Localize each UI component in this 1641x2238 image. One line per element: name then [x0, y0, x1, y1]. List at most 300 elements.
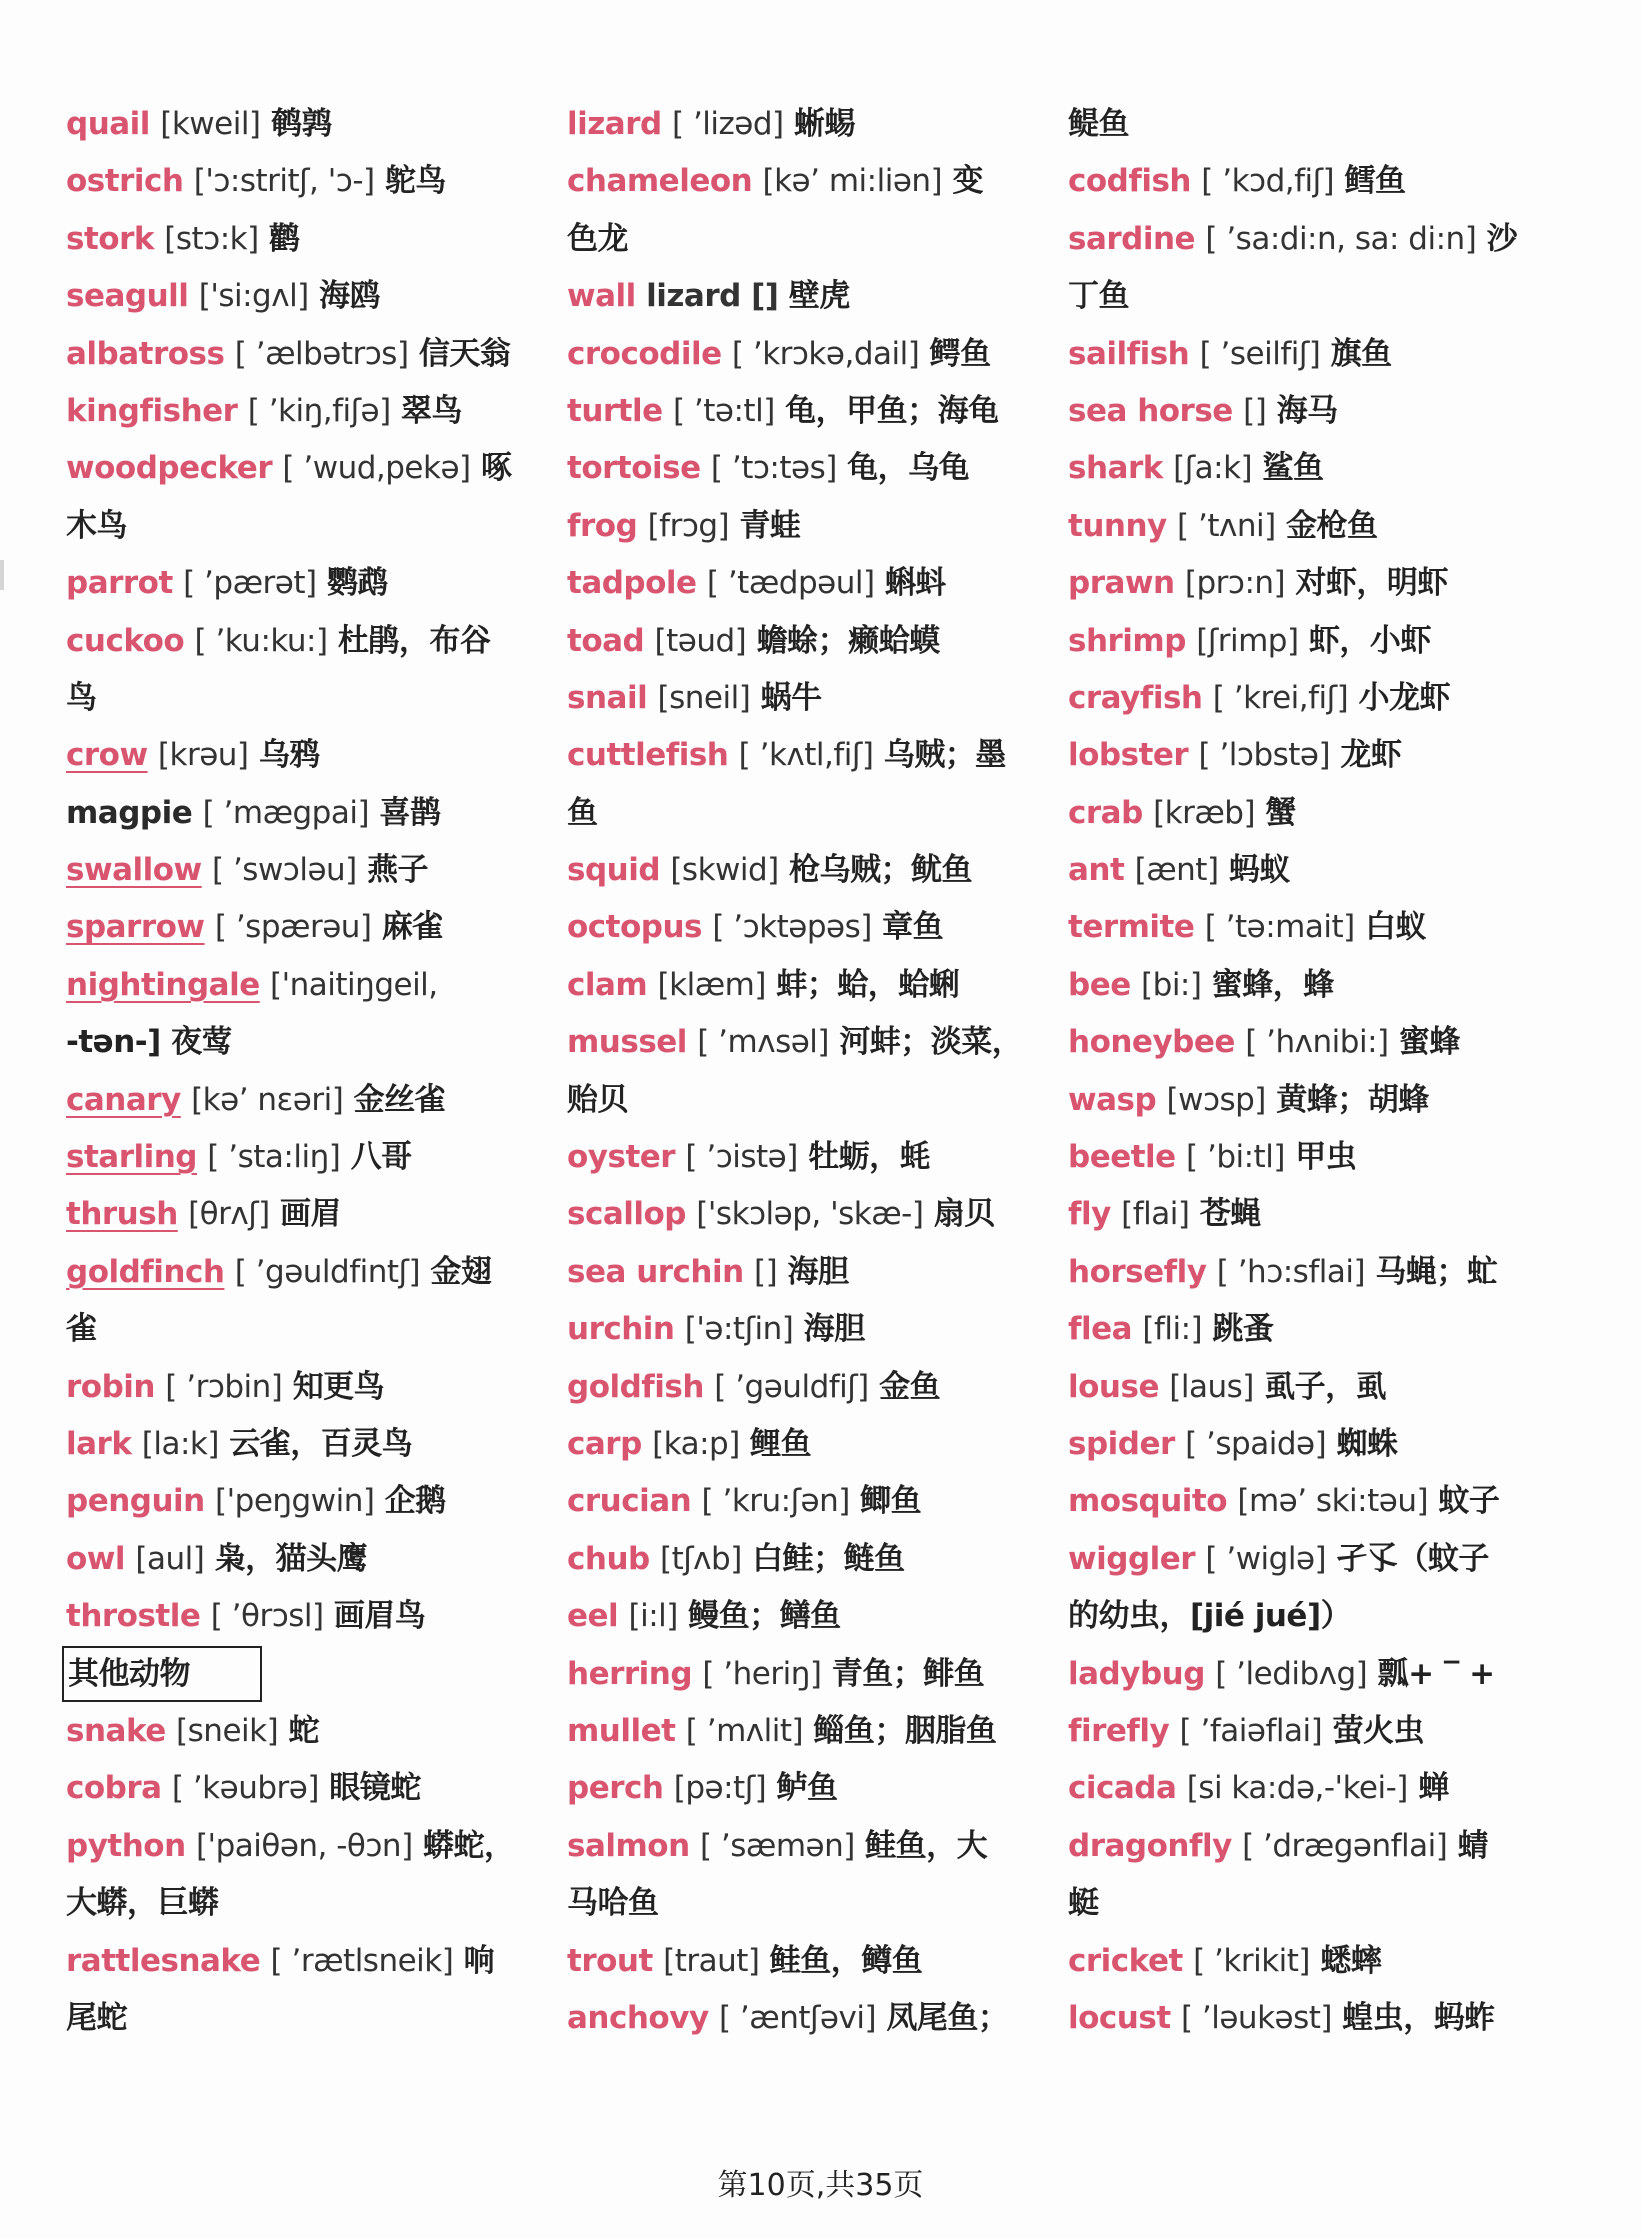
chinese-translation: 龟，甲鱼；海龟 — [785, 392, 999, 429]
english-word: magpie — [66, 794, 193, 831]
english-word: tunny — [1068, 507, 1167, 544]
phonetic: [ ’rɔbin] — [165, 1368, 283, 1405]
phonetic: [kə’ mi:liən] — [762, 163, 943, 200]
phonetic: ['naitiŋgeil, — [270, 966, 438, 1003]
translation-continued: 大蟒，巨蟒 — [66, 1885, 219, 1922]
phonetic: ['peŋgwin] — [215, 1483, 375, 1520]
english-word: salmon — [567, 1827, 690, 1864]
chinese-translation: 金翅 — [430, 1253, 492, 1290]
phonetic: [kə’ nεəri] — [191, 1081, 344, 1118]
vocab-entry — [567, 498, 1047, 555]
phonetic: [kræb] — [1153, 794, 1256, 831]
chinese-translation: 乌鸦 — [258, 737, 320, 774]
chinese-translation: 金丝雀 — [353, 1081, 446, 1118]
chinese-translation: 孑孓（蚊子 — [1336, 1540, 1489, 1577]
vocab-entry — [66, 1531, 546, 1588]
vocab-entry — [66, 1588, 546, 1645]
english-word: penguin — [66, 1483, 205, 1520]
phonetic: [ ’wiglə] — [1205, 1540, 1327, 1577]
english-word: ladybug — [1068, 1655, 1205, 1692]
vocab-entry — [567, 1760, 1047, 1817]
english-word: horsefly — [1068, 1253, 1207, 1290]
phonetic: [θrʌʃ] — [188, 1196, 270, 1233]
english-word: robin — [66, 1368, 155, 1405]
english-word: octopus — [567, 909, 703, 946]
english-word: cricket — [1068, 1942, 1183, 1979]
phonetic: [laus] — [1169, 1368, 1254, 1405]
english-word: snail — [567, 679, 648, 716]
phonetic: [ ’drægənflai] — [1242, 1827, 1448, 1864]
chinese-translation: 虱子，虱 — [1264, 1368, 1387, 1405]
vocab-entry — [567, 555, 1047, 612]
phonetic: [ ’tə:tl] — [672, 392, 775, 429]
phonetic: [ ’kru:ʃən] — [701, 1483, 850, 1520]
vocab-entry — [1068, 1531, 1548, 1588]
vocab-entry — [1068, 1072, 1548, 1129]
phonetic: [təud] — [654, 622, 747, 659]
english-word: crow — [66, 737, 148, 774]
column-1 — [66, 96, 546, 2047]
chinese-translation: 海马 — [1276, 392, 1338, 429]
phonetic: [ ’mʌlit] — [685, 1712, 804, 1749]
phonetic: [ ’seilfiʃ] — [1199, 335, 1321, 372]
chinese-translation: 小龙虾 — [1358, 679, 1450, 716]
phonetic: ['ə:tʃin] — [684, 1311, 794, 1348]
english-word: crayfish — [1068, 679, 1203, 716]
vocab-entry — [1068, 440, 1548, 497]
chinese-translation: 壁虎 — [788, 278, 850, 315]
chinese-translation: 鹌鹑 — [270, 106, 332, 142]
phonetic: [] — [1243, 392, 1267, 429]
chinese-translation: 蜘蛛 — [1336, 1425, 1398, 1462]
english-word: toad — [567, 622, 645, 659]
english-word: tadpole — [567, 565, 697, 602]
chinese-translation: 蟹 — [1265, 794, 1296, 831]
chinese-translation: 旗鱼 — [1330, 335, 1392, 372]
english-word: goldfinch — [66, 1253, 225, 1290]
vocab-entry — [567, 1244, 1047, 1301]
vocab-entry — [66, 727, 546, 784]
english-word: prawn — [1068, 565, 1175, 602]
column-2 — [567, 96, 1047, 2047]
english-word: cicada — [1068, 1770, 1177, 1807]
entry-continuation — [1068, 268, 1548, 325]
phonetic: [pə:tʃ] — [673, 1770, 767, 1807]
phonetic: [ ’tʌni] — [1177, 507, 1276, 544]
chinese-translation: 知更鸟 — [292, 1368, 385, 1405]
vocab-entry — [1068, 842, 1548, 899]
chinese-translation: 蟋蟀 — [1320, 1942, 1382, 1979]
chinese-translation: 蝌蚪 — [884, 565, 946, 602]
entry-continuation — [66, 1990, 546, 2047]
phonetic: [] — [753, 1253, 778, 1290]
phonetic: [ ’mʌsəl] — [697, 1024, 830, 1061]
chinese-translation: 虾，小虾 — [1308, 622, 1431, 659]
vocab-entry — [567, 1473, 1047, 1530]
translation-continued: 贻贝 — [567, 1081, 628, 1118]
chinese-translation: 画眉 — [280, 1196, 342, 1233]
chinese-translation: 海胆 — [787, 1253, 849, 1290]
chinese-translation: 变 — [952, 163, 983, 200]
english-word: crocodile — [567, 335, 722, 372]
chinese-translation: 蜜蜂，蜂 — [1211, 966, 1334, 1003]
vocab-entry — [567, 383, 1047, 440]
english-word: eel — [567, 1598, 619, 1635]
english-word: bee — [1068, 966, 1131, 1003]
chinese-translation: 画眉鸟 — [333, 1598, 426, 1635]
vocab-entry — [66, 1186, 546, 1243]
vocab-entry — [66, 785, 546, 842]
english-word: spider — [1068, 1425, 1175, 1462]
entry-continuation — [567, 1072, 1047, 1129]
entry-continuation — [567, 1875, 1047, 1932]
english-word: squid — [567, 852, 661, 889]
english-word: wiggler — [1068, 1540, 1196, 1577]
chinese-translation: 鲑鱼，鳟鱼 — [769, 1942, 923, 1979]
english-word: stork — [66, 220, 154, 257]
chinese-translation: 蜗牛 — [760, 679, 822, 716]
english-word: kingfisher — [66, 392, 238, 429]
entry-continuation — [66, 1301, 546, 1358]
translation-continued: 蜓 — [1068, 1885, 1099, 1922]
english-word: flea — [1068, 1311, 1133, 1348]
vocab-entry — [66, 1703, 546, 1760]
vocab-entry — [1068, 1244, 1548, 1301]
english-word: cuckoo — [66, 622, 185, 659]
chinese-translation: 海鸥 — [319, 278, 381, 315]
phonetic: [flai] — [1121, 1196, 1190, 1233]
english-word: seagull — [66, 278, 189, 315]
vocab-entry — [66, 613, 546, 670]
phonetic: [ ’kiŋ,fiʃə] — [247, 392, 391, 429]
chinese-translation: 萤火虫 — [1332, 1712, 1424, 1749]
phonetic: [sneil] — [657, 679, 751, 716]
chinese-translation: 蜜蜂 — [1398, 1024, 1460, 1061]
english-word: canary — [66, 1081, 181, 1118]
vocab-entry — [1068, 1014, 1548, 1071]
chinese-translation: 乌贼；墨 — [883, 737, 1006, 774]
english-word: locust — [1068, 1999, 1171, 2036]
chinese-translation: 青蛙 — [739, 507, 801, 544]
english-word: ostrich — [66, 163, 184, 200]
english-word: nightingale — [66, 966, 260, 1003]
phonetic: [bi:] — [1141, 966, 1202, 1003]
chinese-translation: 鳄鱼 — [929, 335, 991, 372]
section-heading — [66, 1646, 546, 1703]
chinese-translation: 龟，乌龟 — [847, 450, 970, 487]
english-word: chub — [567, 1540, 650, 1577]
vocab-entry — [567, 1818, 1047, 1875]
english-word: goldfish — [567, 1368, 704, 1405]
phonetic: [i:l] — [628, 1598, 678, 1635]
vocab-entry — [66, 1818, 546, 1875]
vocab-entry — [1068, 383, 1548, 440]
phonetic: [aul] — [135, 1540, 205, 1577]
vocab-entry — [66, 268, 546, 325]
vocab-entry — [567, 1646, 1047, 1703]
english-word: fly — [1068, 1196, 1111, 1233]
phonetic: [ ’wud,pekə] — [282, 450, 471, 487]
vocab-entry — [1068, 1301, 1548, 1358]
english-word: urchin — [567, 1311, 675, 1348]
chinese-translation: 瓢+ ‾ + — [1377, 1655, 1495, 1692]
chinese-translation: 响 — [463, 1942, 495, 1979]
english-word: throstle — [66, 1598, 201, 1635]
phonetic: [ʃa:k] — [1173, 450, 1253, 487]
phonetic: [ ’krei,fiʃ] — [1212, 679, 1349, 716]
english-word: mosquito — [1068, 1483, 1228, 1520]
vocab-entry — [66, 842, 546, 899]
entry-continuation — [66, 1875, 546, 1932]
english-word: anchovy — [567, 1999, 709, 2036]
vocab-entry — [567, 1990, 1047, 2047]
vocab-entry — [567, 1301, 1047, 1358]
phonetic: [stɔ:k] — [164, 220, 259, 257]
vocab-entry — [66, 1129, 546, 1186]
phonetic: [ ’tɔ:təs] — [710, 450, 837, 487]
phonetic: [ ’lizəd] — [672, 106, 784, 142]
vocab-entry — [66, 1760, 546, 1817]
phonetic: [ ’sta:liŋ] — [207, 1139, 341, 1176]
section-title: 其他动物 — [62, 1646, 262, 1702]
english-word: wall — [567, 278, 636, 315]
phonetic: [prɔ:n] — [1184, 565, 1286, 602]
phonetic: [ʃrimp] — [1196, 622, 1299, 659]
phonetic: [ ’tædpəul] — [706, 565, 875, 602]
phonetic: [ ’kəubrə] — [171, 1770, 319, 1807]
chinese-translation: 蚌；蛤，蛤蜊 — [776, 966, 960, 1003]
translation-continued: 的幼虫，[jié jué]） — [1068, 1598, 1352, 1635]
chinese-translation: 金鱼 — [879, 1368, 941, 1405]
english-word: louse — [1068, 1368, 1159, 1405]
phonetic: [ ’spaidə] — [1185, 1425, 1327, 1462]
column-3 — [1068, 96, 1548, 2047]
english-word: perch — [567, 1770, 664, 1807]
chinese-translation: 牡蛎，蚝 — [808, 1139, 931, 1176]
vocab-entry — [567, 1588, 1047, 1645]
vocab-entry — [66, 899, 546, 956]
english-word: turtle — [567, 392, 663, 429]
chinese-translation: 白蚁 — [1365, 909, 1427, 946]
phonetic: [skwid] — [670, 852, 779, 889]
vocab-entry — [1068, 727, 1548, 784]
chinese-translation: 蜥蜴 — [793, 106, 855, 142]
vocab-entry — [66, 957, 546, 1014]
phonetic: [kweil] — [160, 106, 261, 142]
vocab-entry — [1068, 1129, 1548, 1186]
chinese-translation: 海胆 — [803, 1311, 865, 1348]
phonetic: [ ’kɔd,fiʃ] — [1201, 163, 1335, 200]
translation-continued: 鳀鱼 — [1068, 106, 1129, 142]
chinese-translation: 眼镜蛇 — [329, 1770, 421, 1807]
english-word: frog — [567, 507, 638, 544]
vocab-entry — [567, 1531, 1047, 1588]
vocab-entry — [567, 326, 1047, 383]
english-word: cobra — [66, 1770, 162, 1807]
chinese-translation: 蝗虫，蚂蚱 — [1342, 1999, 1495, 2036]
phonetic: ['skɔləp, 'skæ-] — [696, 1196, 924, 1233]
vocab-entry — [567, 1359, 1047, 1416]
vocab-entry — [1068, 1703, 1548, 1760]
vocab-entry — [66, 555, 546, 612]
vocab-entry — [567, 613, 1047, 670]
chinese-translation: 翠鸟 — [401, 392, 463, 429]
vocab-entry — [1068, 1473, 1548, 1530]
phonetic: [ ’hɔ:sflai] — [1216, 1253, 1366, 1290]
phonetic: [ ’gəuldfiʃ] — [714, 1368, 869, 1405]
entry-continuation — [567, 211, 1047, 268]
phonetic: [tʃʌb] — [660, 1540, 742, 1577]
vocab-entry — [66, 1244, 546, 1301]
chinese-translation: 八哥 — [350, 1139, 412, 1176]
phonetic: ['si:gʌl] — [198, 278, 309, 315]
english-word: owl — [66, 1540, 126, 1577]
vocab-entry — [1068, 1646, 1548, 1703]
english-word: dragonfly — [1068, 1827, 1232, 1864]
vocab-entry — [1068, 899, 1548, 956]
chinese-translation: 蝉 — [1418, 1770, 1449, 1807]
chinese-translation: 鳕鱼 — [1344, 163, 1406, 200]
entry-continuation — [1068, 1588, 1548, 1645]
chinese-translation: 鸵鸟 — [384, 163, 446, 200]
phonetic: [klæm] — [657, 966, 766, 1003]
chinese-translation: 鲨鱼 — [1262, 450, 1324, 487]
chinese-translation: 杜鹃，布谷 — [337, 622, 491, 659]
english-word: sparrow — [66, 909, 205, 946]
phonetic: [ ’ɔktəpəs] — [712, 909, 872, 946]
vocab-entry — [567, 268, 1047, 325]
vocab-entry — [1068, 670, 1548, 727]
entry-continuation — [66, 670, 546, 727]
chinese-translation: 青鱼；鲱鱼 — [831, 1655, 985, 1692]
chinese-translation: 凤尾鱼； — [886, 1999, 1009, 2036]
chinese-translation: 燕子 — [367, 852, 429, 889]
english-word: honeybee — [1068, 1024, 1235, 1061]
chinese-translation: 蚊子 — [1438, 1483, 1500, 1520]
chinese-translation: 麻雀 — [381, 909, 443, 946]
vocab-entry — [567, 957, 1047, 1014]
translation-continued: 鸟 — [66, 679, 97, 716]
english-word: termite — [1068, 909, 1195, 946]
vocab-entry — [567, 1933, 1047, 1990]
english-word: ant — [1068, 852, 1125, 889]
vocab-entry — [567, 153, 1047, 210]
chinese-translation: 鲑鱼，大 — [865, 1827, 988, 1864]
phonetic: [ænt] — [1134, 852, 1219, 889]
chinese-translation: 蜻 — [1457, 1827, 1489, 1864]
english-word: lizard — [567, 106, 662, 142]
chinese-translation: 苍蝇 — [1199, 1196, 1261, 1233]
phonetic: [ ’æntʃəvi] — [718, 1999, 877, 2036]
chinese-translation: 云雀，百灵鸟 — [229, 1425, 413, 1462]
phonetic: [ ’hʌnibi:] — [1245, 1024, 1389, 1061]
chinese-translation: 鲈鱼 — [776, 1770, 838, 1807]
english-word: herring — [567, 1655, 693, 1692]
vocab-entry — [1068, 1818, 1548, 1875]
vocab-entry — [1068, 1186, 1548, 1243]
phonetic: [ ’swɔləu] — [212, 852, 357, 889]
english-word: sea horse — [1068, 392, 1233, 429]
vocab-entry — [567, 842, 1047, 899]
phonetic: [ ’faiəflai] — [1179, 1712, 1323, 1749]
phonetic: [ ’lɔbstə] — [1198, 737, 1331, 774]
vocab-entry — [567, 440, 1047, 497]
english-word: mullet — [567, 1712, 676, 1749]
english-word: starling — [66, 1139, 197, 1176]
chinese-translation: 企鹅 — [384, 1483, 446, 1520]
english-word: scallop — [567, 1196, 686, 1233]
vocab-entry — [567, 1129, 1047, 1186]
vocab-entry — [1068, 1933, 1548, 1990]
chinese-translation: 鹦鹉 — [326, 565, 388, 602]
phonetic: [ ’ælbətrɔs] — [234, 335, 409, 372]
english-word: quail — [66, 106, 150, 142]
english-word: sardine — [1068, 220, 1196, 257]
vocab-entry — [66, 1416, 546, 1473]
chinese-translation: 跳蚤 — [1212, 1311, 1274, 1348]
chinese-translation: 鲫鱼 — [860, 1483, 922, 1520]
chinese-translation: 河蚌；淡菜， — [839, 1024, 1023, 1061]
english-word: trout — [567, 1942, 653, 1979]
phonetic: [fli:] — [1142, 1311, 1203, 1348]
english-word: parrot — [66, 565, 173, 602]
phonetic: [mə’ ski:təu] — [1237, 1483, 1429, 1520]
vocab-entry — [66, 1473, 546, 1530]
vocab-entry — [1068, 211, 1548, 268]
vocab-entry — [1068, 613, 1548, 670]
chinese-translation: 蟾蜍；癞蛤蟆 — [756, 622, 940, 659]
entry-continuation — [1068, 1875, 1548, 1932]
english-word: lark — [66, 1425, 132, 1462]
english-word: albatross — [66, 335, 225, 372]
english-word: swallow — [66, 852, 202, 889]
vocab-entry — [66, 211, 546, 268]
translation-continued: 鱼 — [567, 794, 598, 831]
phonetic: [ ’ku:ku:] — [194, 622, 328, 659]
translation-continued: 尾蛇 — [66, 1999, 127, 2036]
vocab-entry — [567, 727, 1047, 784]
phonetic: [ ’bi:tl] — [1186, 1139, 1285, 1176]
english-word: sea urchin — [567, 1253, 744, 1290]
chinese-translation: 白鲑；鲢鱼 — [752, 1540, 905, 1577]
phonetic: [ ’krikit] — [1193, 1942, 1311, 1979]
english-word: beetle — [1068, 1139, 1176, 1176]
vocab-entry — [66, 440, 546, 497]
vocab-entry — [66, 326, 546, 383]
phonetic: [ ’kʌtl,fiʃ] — [738, 737, 874, 774]
english-word: shrimp — [1068, 622, 1186, 659]
phonetic: [ ’pærət] — [183, 565, 317, 602]
phonetic: [ ’θrɔsl] — [210, 1598, 324, 1635]
vocab-entry — [1068, 957, 1548, 1014]
english-word: thrush — [66, 1196, 178, 1233]
phonetic: [ ’ledibʌg] — [1215, 1655, 1368, 1692]
phonetic: [sneik] — [176, 1712, 279, 1749]
english-word: wasp — [1068, 1081, 1157, 1118]
phonetic: [ ’sæmən] — [699, 1827, 855, 1864]
phonetic: [ ’spærəu] — [214, 909, 372, 946]
english-word: tortoise — [567, 450, 701, 487]
chinese-translation: 啄 — [480, 450, 512, 487]
vocab-entry — [1068, 153, 1548, 210]
vocab-entry — [1068, 498, 1548, 555]
phonetic: ['ɔ:stritʃ, 'ɔ-] — [193, 163, 375, 200]
phonetic: [ ’mægpai] — [202, 794, 370, 831]
vocab-entry — [567, 670, 1047, 727]
page-number: 第10页,共35页 — [717, 2168, 924, 2203]
entry-continuation — [66, 1014, 546, 1071]
translation-continued: -tən-] 夜莺 — [66, 1024, 233, 1061]
